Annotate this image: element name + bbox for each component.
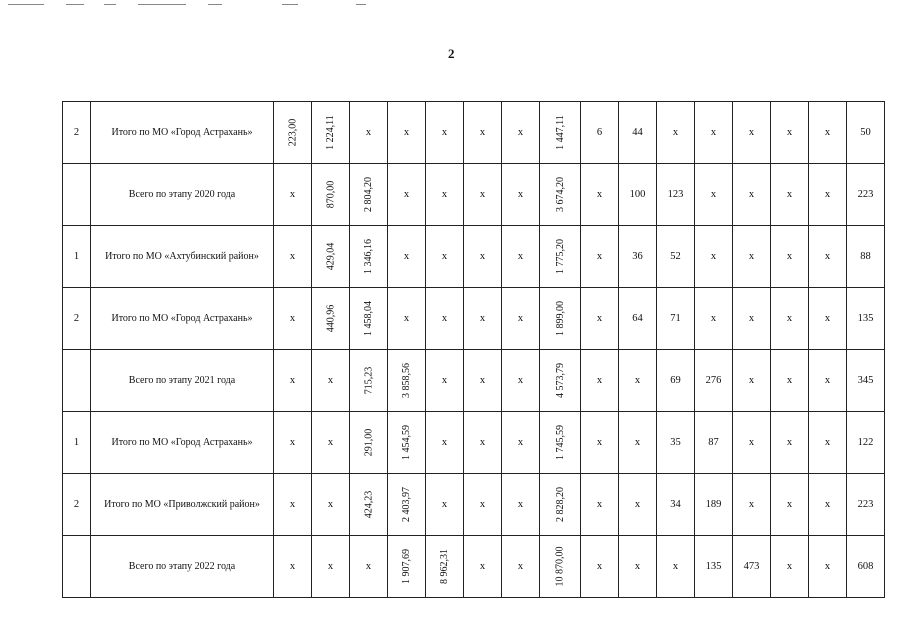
table-cell: x — [771, 536, 809, 598]
table-cell: 473 — [733, 536, 771, 598]
table-cell: x — [581, 536, 619, 598]
row-number-cell — [63, 350, 91, 412]
table-cell — [350, 226, 388, 288]
table-cell: x — [695, 226, 733, 288]
table-cell: x — [502, 474, 540, 536]
row-name-cell: Итого по МО «Ахтубинский район» — [91, 226, 274, 288]
table-cell: x — [312, 412, 350, 474]
table-cell — [312, 288, 350, 350]
vertical-value: 3 674,20 — [554, 177, 566, 212]
table-cell: 122 — [847, 412, 885, 474]
table-cell: 87 — [695, 412, 733, 474]
table-cell: 88 — [847, 226, 885, 288]
table-cell — [274, 102, 312, 164]
table-cell: x — [581, 164, 619, 226]
table-cell: x — [502, 226, 540, 288]
vertical-value: 4 573,79 — [554, 363, 566, 398]
row-name-cell: Всего по этапу 2020 года — [91, 164, 274, 226]
vertical-value: 440,96 — [325, 304, 336, 333]
row-name-cell: Всего по этапу 2021 года — [91, 350, 274, 412]
table-cell: x — [809, 350, 847, 412]
table-cell: x — [733, 226, 771, 288]
table-cell: 35 — [657, 412, 695, 474]
vertical-value: 3 858,56 — [401, 363, 412, 398]
table-cell: x — [464, 474, 502, 536]
table-cell — [312, 164, 350, 226]
table-row — [63, 412, 885, 474]
table-cell: 52 — [657, 226, 695, 288]
table-cell: x — [581, 288, 619, 350]
table-cell: x — [657, 102, 695, 164]
table-cell — [540, 164, 581, 226]
row-name-cell: Итого по МО «Приволжский район» — [91, 474, 274, 536]
table-cell: 50 — [847, 102, 885, 164]
vertical-value: 2 828,20 — [554, 487, 566, 522]
table-cell: x — [809, 102, 847, 164]
table-cell: x — [619, 412, 657, 474]
row-number-cell: 2 — [63, 288, 91, 350]
vertical-value: 715,23 — [363, 366, 374, 395]
table-cell: x — [502, 350, 540, 412]
table-cell — [540, 226, 581, 288]
page-number: 2 — [448, 46, 455, 61]
vertical-value: 223,00 — [287, 118, 298, 147]
table-cell: 135 — [695, 536, 733, 598]
table-cell: x — [426, 288, 464, 350]
row-number-cell — [63, 164, 91, 226]
table-cell: x — [695, 164, 733, 226]
vertical-value: 1 775,20 — [554, 239, 566, 274]
table-cell: x — [426, 350, 464, 412]
vertical-value: 1 907,69 — [401, 549, 412, 584]
table-cell: 44 — [619, 102, 657, 164]
vertical-value: 424,23 — [363, 490, 374, 519]
row-number-cell — [63, 536, 91, 598]
table-cell: x — [502, 412, 540, 474]
table-cell: x — [809, 536, 847, 598]
table-cell: x — [388, 226, 426, 288]
table-cell: x — [619, 474, 657, 536]
table-cell — [426, 536, 464, 598]
table-cell: x — [809, 412, 847, 474]
table-cell: x — [502, 536, 540, 598]
table-cell: 123 — [657, 164, 695, 226]
table-cell: x — [733, 474, 771, 536]
table-cell: x — [695, 288, 733, 350]
row-name-cell: Итого по МО «Город Астрахань» — [91, 102, 274, 164]
table-cell: x — [426, 226, 464, 288]
table-cell: x — [619, 536, 657, 598]
table-cell: x — [464, 536, 502, 598]
table-cell: 64 — [619, 288, 657, 350]
table-cell: x — [581, 226, 619, 288]
table-cell: x — [274, 226, 312, 288]
table-cell: x — [426, 102, 464, 164]
table-cell: x — [502, 288, 540, 350]
table-cell: 135 — [847, 288, 885, 350]
vertical-value: 8 962,31 — [439, 549, 450, 584]
row-number-cell: 2 — [63, 474, 91, 536]
row-number-cell: 1 — [63, 226, 91, 288]
table-row — [63, 350, 885, 412]
row-name-cell: Итого по МО «Город Астрахань» — [91, 288, 274, 350]
vertical-value: 870,00 — [325, 180, 336, 209]
table-cell: x — [350, 536, 388, 598]
scan-marks — [0, 0, 905, 10]
table-cell — [350, 164, 388, 226]
table-cell: 276 — [695, 350, 733, 412]
vertical-value: 1 447,11 — [554, 115, 566, 150]
table-cell: x — [388, 288, 426, 350]
table-cell: x — [312, 350, 350, 412]
table-cell: 223 — [847, 474, 885, 536]
vertical-value: 1 346,16 — [363, 239, 374, 274]
vertical-value: 1 224,11 — [324, 115, 336, 150]
row-name-cell: Итого по МО «Город Астрахань» — [91, 412, 274, 474]
table-cell — [540, 536, 581, 598]
table-cell — [350, 350, 388, 412]
table-cell: x — [274, 474, 312, 536]
table-row — [63, 288, 885, 350]
table-cell: x — [312, 536, 350, 598]
table-row — [63, 226, 885, 288]
table-cell: x — [733, 288, 771, 350]
table-cell: x — [771, 226, 809, 288]
table-cell — [388, 536, 426, 598]
table-cell: x — [350, 102, 388, 164]
vertical-value: 1 458,04 — [363, 301, 374, 336]
table-cell: x — [809, 474, 847, 536]
table-cell: 34 — [657, 474, 695, 536]
table-cell — [350, 288, 388, 350]
table-cell: x — [426, 412, 464, 474]
summary-table — [62, 101, 885, 598]
table-cell: x — [771, 412, 809, 474]
table-cell — [388, 474, 426, 536]
vertical-value: 10 870,00 — [554, 546, 566, 587]
table-cell: x — [464, 164, 502, 226]
table-cell: x — [809, 288, 847, 350]
table-cell: x — [733, 412, 771, 474]
table-cell: x — [464, 102, 502, 164]
table-cell: x — [274, 412, 312, 474]
table-cell: 345 — [847, 350, 885, 412]
table-cell: x — [771, 474, 809, 536]
table-cell: x — [657, 536, 695, 598]
table-cell: x — [274, 350, 312, 412]
table-cell: x — [274, 288, 312, 350]
vertical-value: 291,00 — [363, 428, 374, 457]
table-cell: 69 — [657, 350, 695, 412]
table-cell: x — [464, 226, 502, 288]
table-cell: 71 — [657, 288, 695, 350]
table-cell: 6 — [581, 102, 619, 164]
row-number-cell: 1 — [63, 412, 91, 474]
row-name-cell: Всего по этапу 2022 года — [91, 536, 274, 598]
table-cell: x — [733, 350, 771, 412]
table-cell — [312, 102, 350, 164]
vertical-value: 2 403,97 — [401, 487, 412, 522]
table-row — [63, 474, 885, 536]
table-cell: x — [581, 350, 619, 412]
table-cell: x — [502, 164, 540, 226]
table-cell: x — [695, 102, 733, 164]
table-cell: x — [809, 226, 847, 288]
vertical-value: 429,04 — [325, 242, 336, 271]
table-cell — [540, 474, 581, 536]
table-cell: 189 — [695, 474, 733, 536]
table-cell: x — [312, 474, 350, 536]
table-cell — [540, 102, 581, 164]
vertical-value: 1 899,00 — [554, 301, 566, 336]
table-cell: 100 — [619, 164, 657, 226]
table-cell: x — [733, 164, 771, 226]
table-cell: x — [581, 474, 619, 536]
table-cell: x — [464, 412, 502, 474]
table-cell — [540, 350, 581, 412]
table-cell — [388, 412, 426, 474]
table-row — [63, 536, 885, 598]
vertical-value: 1 454,59 — [401, 425, 412, 460]
table-cell: x — [771, 102, 809, 164]
table-cell: x — [502, 102, 540, 164]
table-cell: x — [464, 288, 502, 350]
table-cell: x — [733, 102, 771, 164]
table-cell: 223 — [847, 164, 885, 226]
table-cell: x — [426, 474, 464, 536]
table-cell — [350, 474, 388, 536]
table-cell: x — [274, 164, 312, 226]
table-cell — [350, 412, 388, 474]
table-cell — [540, 412, 581, 474]
table-cell — [312, 226, 350, 288]
table-cell: x — [771, 164, 809, 226]
table-cell: 608 — [847, 536, 885, 598]
table-row — [63, 164, 885, 226]
vertical-value: 2 804,20 — [363, 177, 374, 212]
row-number-cell: 2 — [63, 102, 91, 164]
table-cell: x — [771, 350, 809, 412]
table-cell: x — [809, 164, 847, 226]
table-cell: x — [464, 350, 502, 412]
table-cell: x — [771, 288, 809, 350]
table-cell: x — [426, 164, 464, 226]
table-row — [63, 102, 885, 164]
table-cell: 36 — [619, 226, 657, 288]
table-cell — [388, 350, 426, 412]
vertical-value: 1 745,59 — [554, 425, 566, 460]
table-body — [63, 102, 885, 598]
table-cell: x — [619, 350, 657, 412]
table-cell — [540, 288, 581, 350]
table-cell: x — [388, 164, 426, 226]
table-cell: x — [388, 102, 426, 164]
table-cell: x — [581, 412, 619, 474]
table-cell: x — [274, 536, 312, 598]
